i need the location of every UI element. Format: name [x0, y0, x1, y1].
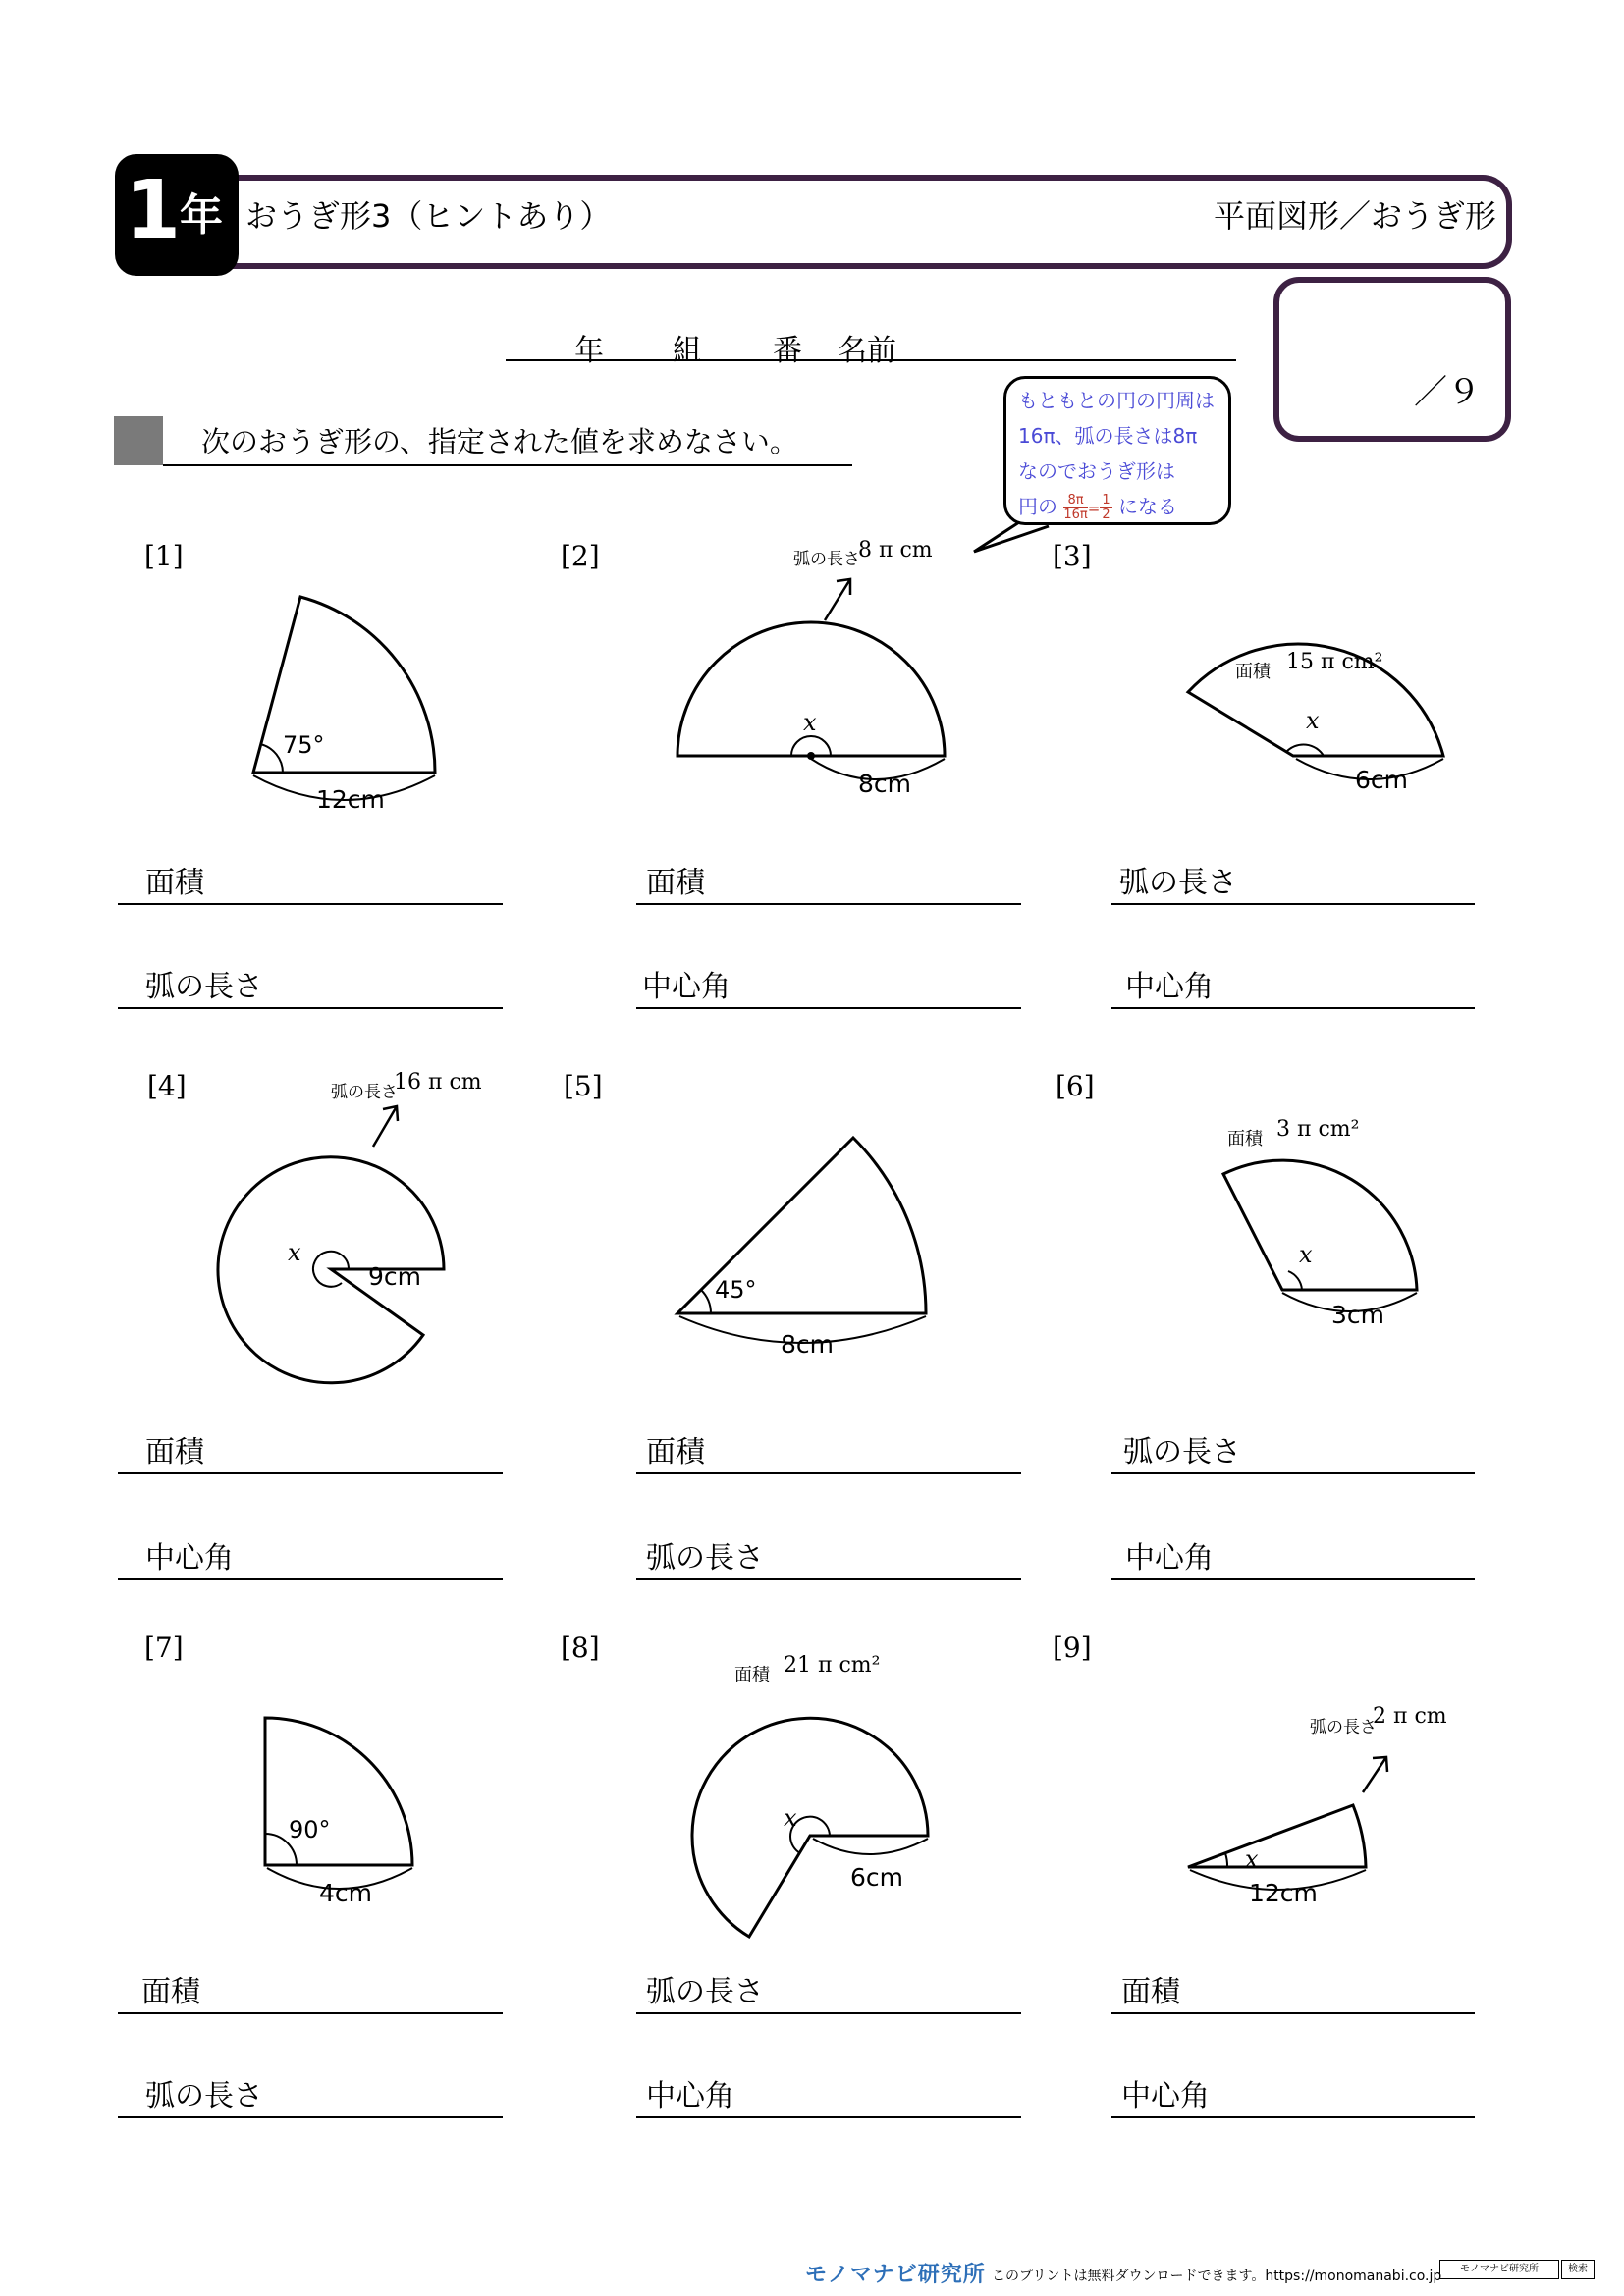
sector-1 — [253, 597, 435, 773]
answer-line-4b[interactable] — [118, 1541, 503, 1580]
hint-fraction-2-num: 1 — [1102, 493, 1110, 507]
answer-label-9b: 中心角 — [1121, 2079, 1210, 2113]
problem-label-6: [6] — [1056, 1070, 1095, 1102]
answer-line-5a[interactable] — [636, 1435, 1021, 1474]
fig5-angle: 45° — [715, 1276, 757, 1304]
fig8-given-label: 面積 — [734, 1665, 770, 1685]
answer-label-5a: 面積 — [646, 1435, 705, 1469]
answer-label-3a: 弧の長さ — [1119, 866, 1237, 900]
fig4-radius: 9cm — [368, 1262, 422, 1291]
hint-line-1: もともとの円の円周は — [1018, 389, 1215, 412]
fig5-radius: 8cm — [781, 1330, 835, 1359]
fig2-given-label: 弧の長さ — [793, 550, 860, 569]
answer-line-2a[interactable] — [636, 866, 1021, 905]
answer-label-4b: 中心角 — [145, 1541, 234, 1575]
angle-arc-1 — [260, 744, 283, 773]
answer-line-3a[interactable] — [1111, 866, 1475, 905]
problem-label-2: [2] — [561, 540, 600, 572]
fig9-radius: 12cm — [1249, 1879, 1318, 1907]
center-dot-2 — [807, 752, 815, 760]
answer-label-1a: 面積 — [145, 866, 204, 900]
answer-line-3b[interactable] — [1111, 970, 1475, 1009]
answer-line-5b[interactable] — [636, 1541, 1021, 1580]
answer-line-2b[interactable] — [636, 970, 1021, 1009]
answer-line-8b[interactable] — [636, 2079, 1021, 2118]
fig2-radius: 8cm — [858, 770, 912, 798]
name-label: 名前 — [838, 334, 896, 368]
arc-arrow-9 — [1363, 1757, 1387, 1792]
answer-label-7a: 面積 — [141, 1975, 200, 2009]
fig4-angle: x — [288, 1239, 301, 1266]
angle-arc-5 — [701, 1290, 711, 1313]
sector-6 — [1223, 1160, 1417, 1290]
hint-equals: = — [1087, 500, 1101, 517]
hint-line-4-pre: 円の — [1018, 495, 1057, 518]
problem-label-7: [7] — [144, 1631, 184, 1664]
hint-line-3: なのでおうぎ形は — [1018, 459, 1175, 483]
grade-number: 1 — [125, 164, 182, 257]
worksheet-title: おうぎ形3（ヒントあり） — [245, 197, 612, 235]
answer-line-1b[interactable] — [118, 970, 503, 1009]
angle-arc-9 — [1225, 1853, 1227, 1867]
fig2-given-value: 8 π cm — [858, 538, 933, 562]
answer-label-2b: 中心角 — [642, 970, 731, 1004]
answer-line-6b[interactable] — [1111, 1541, 1475, 1580]
fig6-given-value: 3 π cm² — [1276, 1117, 1360, 1142]
fig2-angle: x — [803, 709, 817, 736]
fig4-given-value: 16 π cm — [394, 1070, 482, 1095]
answer-label-6b: 中心角 — [1125, 1541, 1214, 1575]
hint-line-4-post: になる — [1117, 495, 1177, 518]
answer-line-9b[interactable] — [1111, 2079, 1475, 2118]
problem-label-8: [8] — [561, 1631, 600, 1664]
answer-line-7a[interactable] — [118, 1975, 503, 2014]
search-button[interactable]: 検索 — [1561, 2260, 1595, 2279]
answer-label-8b: 中心角 — [646, 2079, 734, 2113]
fig7-angle: 90° — [289, 1816, 331, 1843]
hint-line-2: 16π、弧の長さは8π — [1018, 424, 1198, 448]
fig3-radius: 6cm — [1355, 766, 1409, 794]
fig7-radius: 4cm — [319, 1879, 373, 1907]
hint-fraction-1-num: 8π — [1063, 494, 1087, 508]
answer-line-8a[interactable] — [636, 1975, 1021, 2014]
answer-line-6a[interactable] — [1111, 1435, 1475, 1474]
footer-text: このプリントは無料ダウンロードできます。https://monomanabi.co.jp — [992, 2269, 1442, 2284]
sector-8 — [692, 1718, 928, 1937]
angle-arc-6 — [1288, 1271, 1302, 1290]
answer-label-9a: 面積 — [1121, 1975, 1180, 2009]
fig9-given-label: 弧の長さ — [1310, 1718, 1377, 1737]
fig9-given-value: 2 π cm — [1373, 1704, 1447, 1729]
grade-unit: 年 — [180, 190, 223, 240]
fig3-angle: x — [1306, 707, 1320, 734]
arc-arrow-2 — [825, 579, 850, 620]
fig3-given-value: 15 π cm² — [1286, 650, 1383, 674]
answer-label-4a: 面積 — [145, 1435, 204, 1469]
year-label: 年 — [574, 334, 604, 368]
brand-logo: モノマナビ研究所 — [805, 2263, 986, 2287]
search-box[interactable]: モノマナビ研究所 — [1439, 2260, 1559, 2279]
fig8-radius: 6cm — [850, 1863, 904, 1892]
problem-label-3: [3] — [1053, 540, 1092, 572]
answer-label-8a: 弧の長さ — [646, 1975, 764, 2009]
fig1-angle: 75° — [283, 731, 325, 759]
fig6-radius: 3cm — [1331, 1301, 1385, 1329]
fig6-angle: x — [1299, 1241, 1313, 1268]
answer-line-9a[interactable] — [1111, 1975, 1475, 2014]
fig8-given-value: 21 π cm² — [784, 1653, 881, 1678]
answer-label-6a: 弧の長さ — [1123, 1435, 1241, 1469]
answer-line-7b[interactable] — [118, 2079, 503, 2118]
answer-label-2a: 面積 — [646, 866, 705, 900]
arc-arrow-4 — [373, 1106, 398, 1147]
fig1-radius: 12cm — [316, 785, 385, 814]
answer-label-7b: 弧の長さ — [145, 2079, 263, 2113]
instruction-text: 次のおうぎ形の、指定された値を求めなさい。 — [201, 425, 798, 458]
fig8-angle: x — [784, 1804, 797, 1832]
fig4-given-label: 弧の長さ — [331, 1083, 398, 1102]
answer-label-3b: 中心角 — [1125, 970, 1214, 1004]
class-label: 組 — [673, 334, 702, 368]
problem-label-1: [1] — [144, 540, 184, 572]
fig9-angle: x — [1245, 1845, 1259, 1873]
problem-label-4: [4] — [147, 1070, 187, 1102]
sector-9 — [1188, 1805, 1366, 1867]
answer-label-1b: 弧の長さ — [145, 970, 263, 1004]
hint-fraction-1-den: 16π — [1063, 507, 1088, 522]
problem-label-5: [5] — [564, 1070, 603, 1102]
fig3-given-label: 面積 — [1235, 662, 1271, 682]
radius-brace-8 — [813, 1839, 928, 1854]
hint-fraction-2-den: 2 — [1102, 507, 1110, 522]
problem-label-9: [9] — [1053, 1631, 1092, 1664]
score-total: ／９ — [1414, 373, 1481, 412]
answer-line-4a[interactable] — [118, 1435, 503, 1474]
answer-line-1a[interactable] — [118, 866, 503, 905]
number-label: 番 — [773, 334, 802, 368]
fig6-given-label: 面積 — [1227, 1129, 1263, 1149]
worksheet-category: 平面図形／おうぎ形 — [1213, 197, 1496, 235]
answer-label-5b: 弧の長さ — [646, 1541, 764, 1575]
